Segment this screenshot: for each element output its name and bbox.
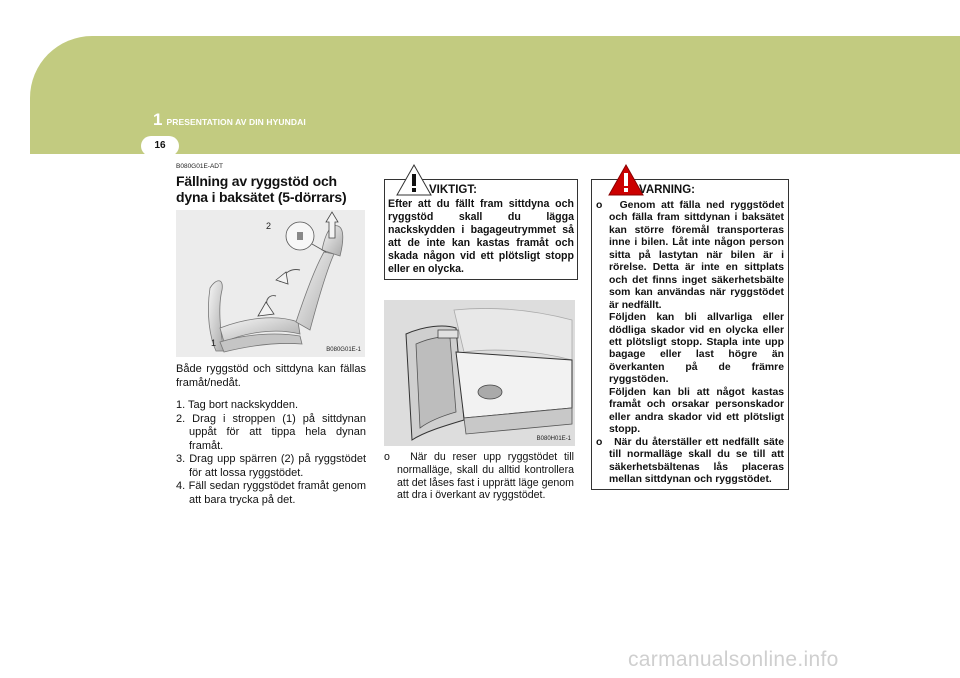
step-item: 1. Tag bort nackskydden. <box>176 399 299 411</box>
bullet-text: När du reser upp ryggstödet till normalläge, skall du alltid kontrollera att det låses fast i upprätt läge genom att dra i överkant av ryggstödet. <box>397 451 574 502</box>
warning-triangle-icon <box>396 164 432 196</box>
rear-seat-illustration <box>176 210 365 357</box>
section-column <box>176 163 366 507</box>
intro-text: Både ryggstöd och sittdyna kan fällas framåt/nedåt. <box>176 363 366 389</box>
warning-item <box>596 200 784 437</box>
warning-marker: o <box>596 436 603 448</box>
important-box <box>384 179 578 280</box>
warning-text <box>596 200 784 486</box>
warning-item-text: Genom att fälla ned ryggstödet och fälla fram sittdynan i baksätet kan större föremål transporteras inne i bilen. Låt inte någon person sitta på lastytan när bilen är i rörelse. Detta är inte en sittplats och det finns inget säkerhetsbälte som kan användas när ryggstödet är nedfällt. <box>609 200 784 311</box>
figure-label-1: 1 <box>211 338 217 348</box>
chapter-heading <box>153 110 306 130</box>
step-item: 2. Drag i stroppen (1) på sittdynan uppåt för att tippa hela dynan framåt. <box>176 412 366 452</box>
warning-item <box>596 437 784 487</box>
figure-label-2: 2 <box>266 221 272 231</box>
steps-list <box>176 399 366 507</box>
warning-item-text: När du återställer ett nedfällt säte till normalläge skall du se till att säkerhetsbältenas lås placeras mellan sittdynan och ryggstödet. <box>609 436 784 485</box>
bullet-marker: o <box>384 451 390 463</box>
bullet-item <box>384 451 574 502</box>
figure-code: B080G01E-1 <box>326 347 361 353</box>
warning-item-extra: Följden kan bli allvarliga eller dödliga skador vid en olycka eller ett plötsligt stopp. Stapla inte upp bagage eller last högre än överkanten på de främre ryggstöden. <box>609 312 784 386</box>
figure2-code: B080H01E-1 <box>536 436 571 442</box>
section-title: Fällning av ryggstöd och dyna i baksätet (5-dörrars) <box>176 173 347 205</box>
seat-fold-illustration <box>176 210 365 357</box>
warning-box <box>591 179 789 490</box>
warning-list <box>596 200 784 486</box>
section-code: B080G01E-ADT <box>176 163 223 170</box>
page-number: 16 <box>141 136 179 156</box>
step-item: 3. Drag upp spärren (2) på ryggstödet för att lossa ryggstödet. <box>176 453 366 479</box>
seat-latch-illustration <box>384 300 575 446</box>
warning-title: VARNING: <box>639 184 696 196</box>
warning-item-extra: Följden kan bli att något kastas framåt och orsakar personskador eller andra skador vid ett plötsligt stopp. <box>609 386 784 436</box>
watermark: carmanualsonline.info <box>628 648 839 671</box>
seatback-latch-illustration <box>384 300 575 446</box>
warning-marker: o <box>596 200 603 211</box>
important-title: VIKTIGT: <box>429 184 477 196</box>
important-text: Efter att du fällt fram sittdyna och ryggstöd skall du lägga nackskydden i bagageutrymmet så att de inte kan kastas framåt och skada någon vid ett plötsligt stopp eller en olycka. <box>388 198 574 275</box>
step-item: 4. Fäll sedan ryggstödet framåt genom att bara trycka på det. <box>176 480 366 506</box>
chapter-number: 1 <box>153 110 163 129</box>
chapter-title: PRESENTATION AV DIN HYUNDAI <box>166 117 306 127</box>
